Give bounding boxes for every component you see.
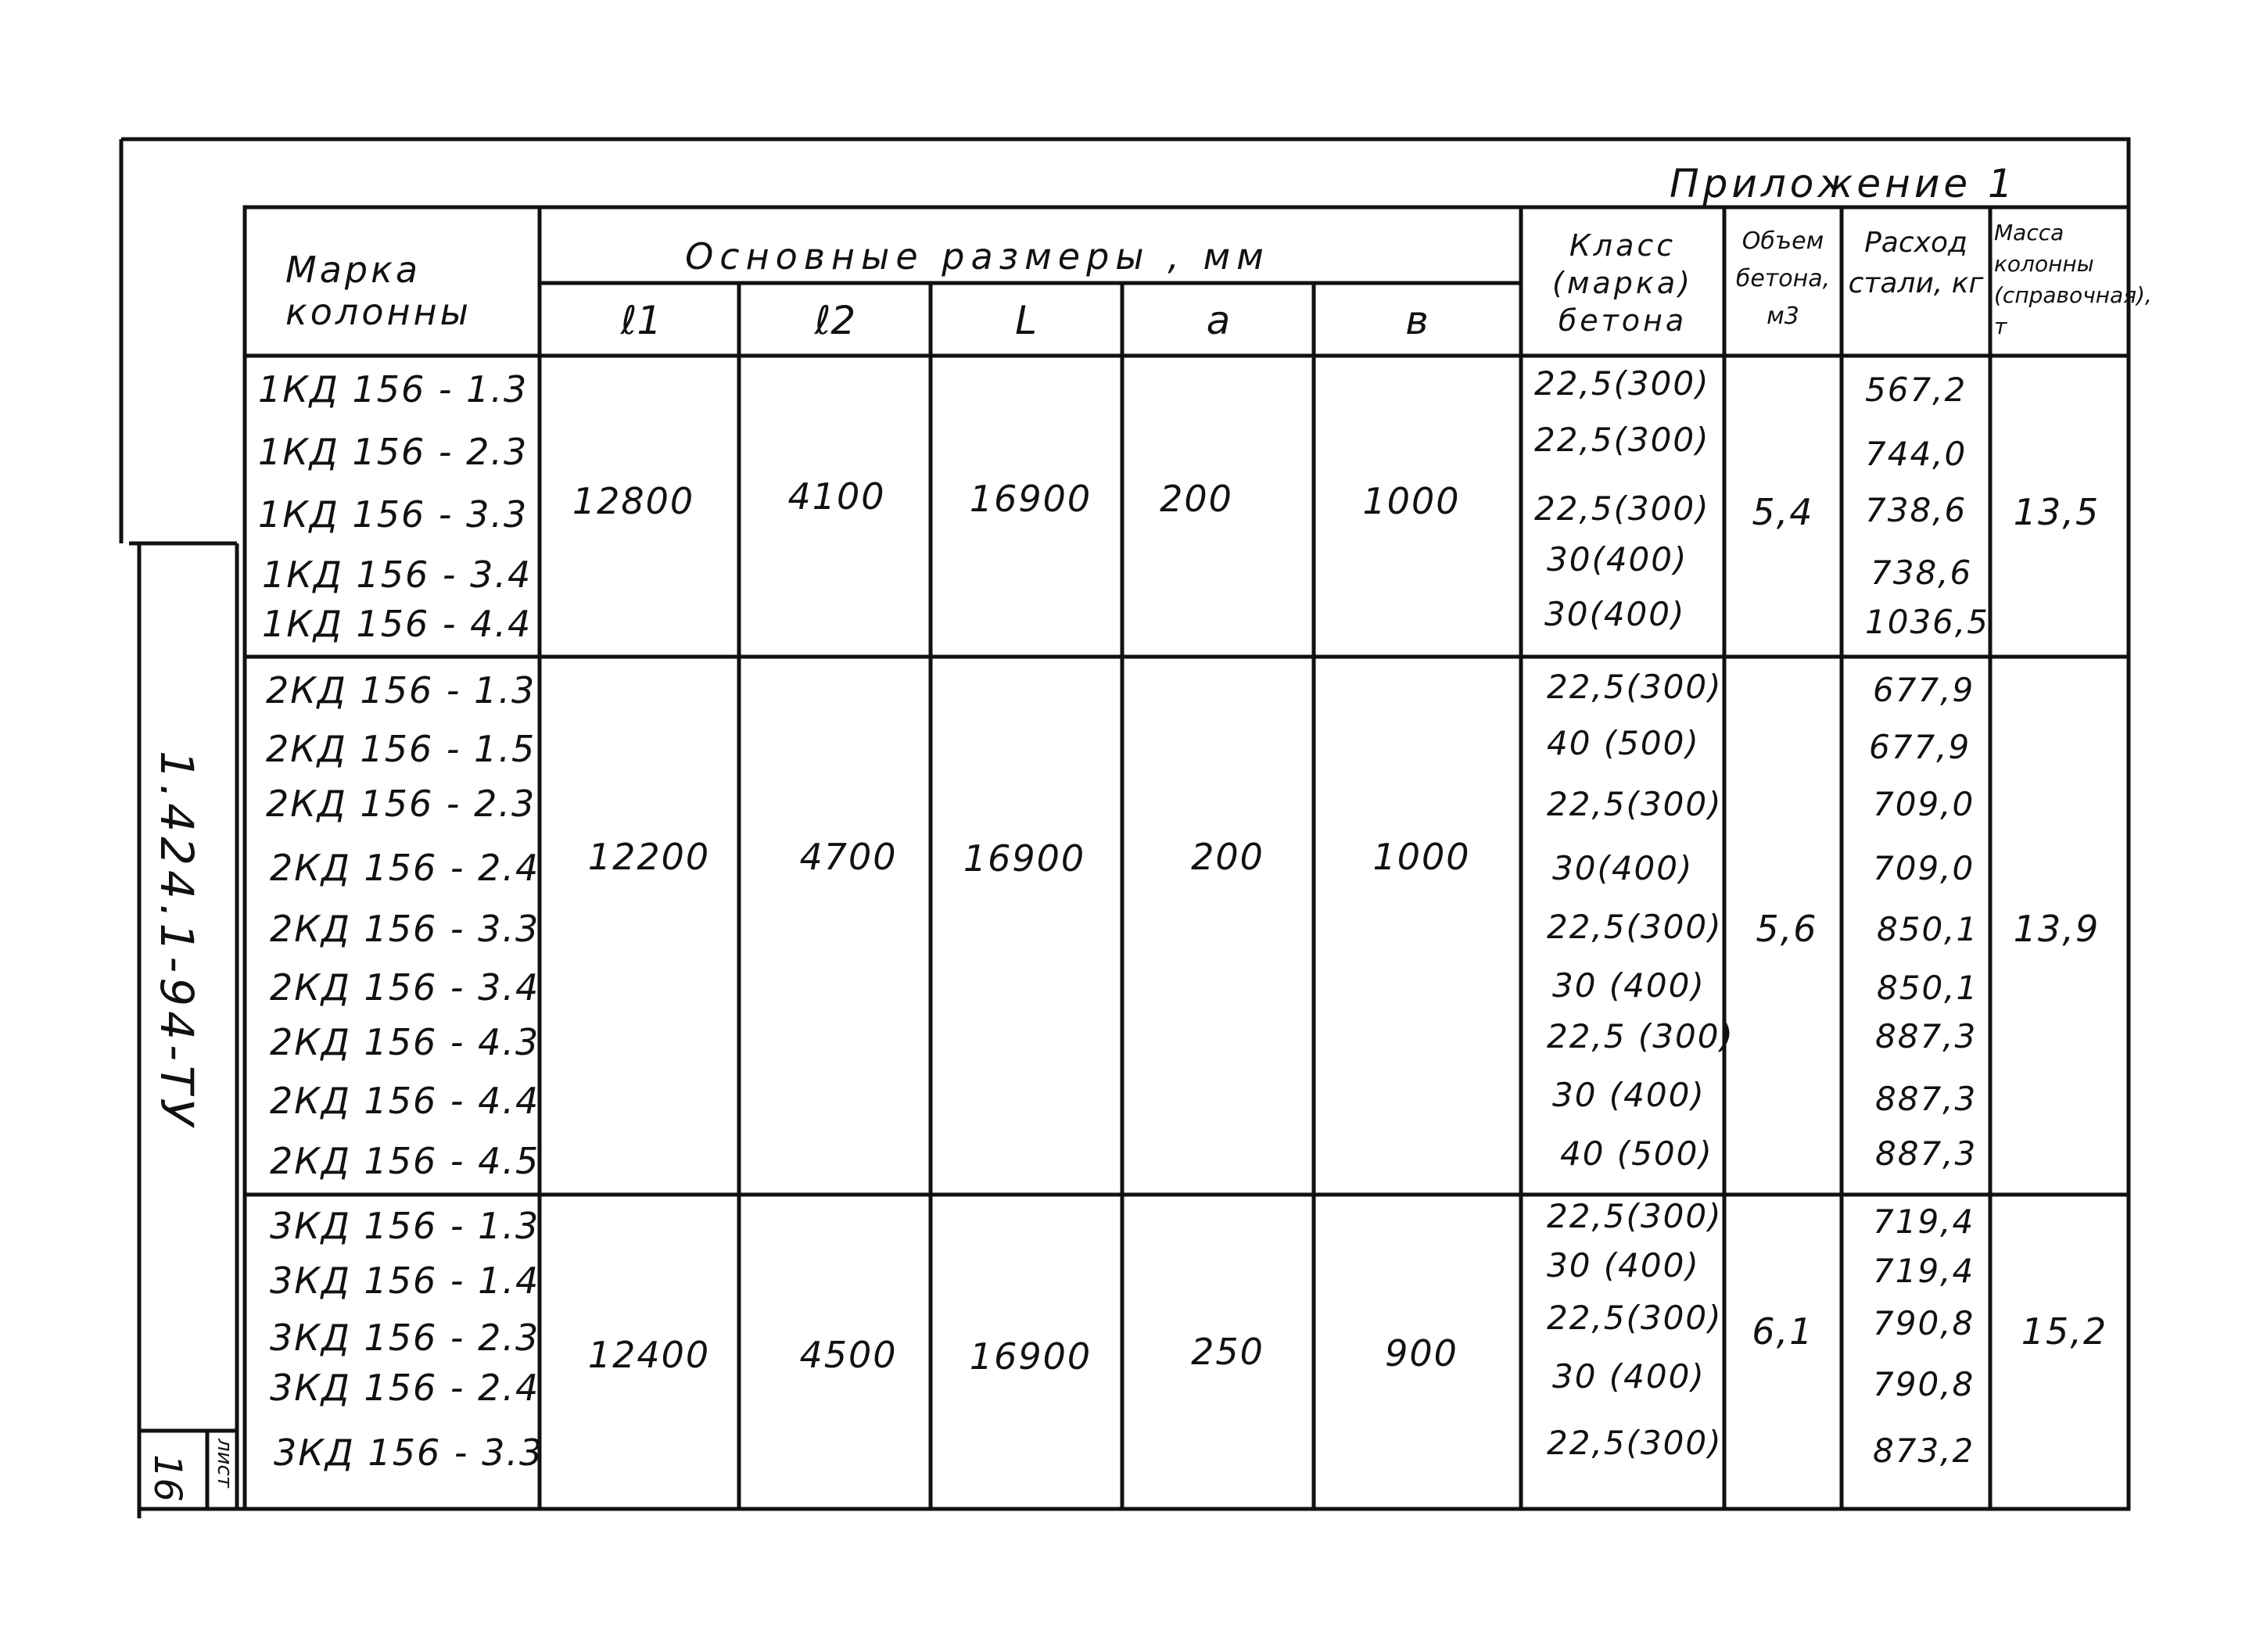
cell-mark: 2КД 156 - 2.4	[270, 847, 540, 889]
cell-class: 22,5(300)	[1547, 1299, 1723, 1337]
header-L: L	[1015, 298, 1037, 343]
cell-mark: 1КД 156 - 4.4	[262, 603, 533, 645]
cell-L: 16900	[969, 1335, 1092, 1378]
cell-mark: 2КД 156 - 1.3	[266, 669, 536, 711]
cell-mark: 2КД 156 - 3.4	[270, 966, 540, 1009]
header-steel: Расход стали, кг	[1848, 227, 1984, 299]
header-a: a	[1206, 298, 1231, 343]
cell-class: 22,5(300)	[1534, 364, 1710, 403]
cell-mark: 1КД 156 - 2.3	[258, 431, 529, 473]
cell-class: 22,5(300)	[1547, 1424, 1723, 1462]
cell-class: 30(400)	[1547, 540, 1688, 579]
cell-L: 16900	[969, 478, 1092, 520]
cell-steel: 719,4	[1873, 1202, 1975, 1241]
cell-a: 250	[1191, 1331, 1264, 1373]
cell-steel: 709,0	[1873, 849, 1975, 887]
cell-class: 30 (400)	[1552, 1076, 1706, 1114]
cell-class: 30(400)	[1544, 595, 1686, 633]
cell-class: 30 (400)	[1552, 966, 1706, 1005]
cell-class: 22,5(300)	[1547, 785, 1723, 823]
cell-l1: 12400	[587, 1334, 711, 1376]
sheet-label: лист	[213, 1439, 236, 1488]
cell-class: 40 (500)	[1547, 724, 1700, 762]
document-code: 1.424.1-94-ТУ	[150, 751, 203, 1131]
cell-l1: 12800	[572, 480, 695, 522]
cell-mark: 3КД 156 - 2.3	[270, 1317, 540, 1359]
cell-volume: 6,1	[1752, 1310, 1814, 1353]
cell-steel: 677,9	[1873, 671, 1975, 709]
cell-class: 30 (400)	[1547, 1246, 1700, 1285]
cell-mark: 2КД 156 - 3.3	[270, 908, 540, 950]
cell-mass: 15,2	[2021, 1310, 2108, 1353]
cell-steel: 719,4	[1873, 1252, 1975, 1290]
cell-mass: 13,9	[2013, 908, 2100, 950]
cell-steel: 709,0	[1873, 785, 1975, 823]
header-dims-group: Основные размеры , мм	[685, 235, 1270, 278]
cell-class: 22,5(300)	[1547, 668, 1723, 706]
cell-mark: 3КД 156 - 1.4	[270, 1260, 540, 1302]
cell-mark: 3КД 156 - 1.3	[270, 1205, 540, 1247]
cell-steel: 873,2	[1873, 1432, 1975, 1470]
cell-volume: 5,4	[1752, 491, 1814, 533]
header-mass: Масса колонны (справочная), т	[1994, 220, 2152, 339]
cell-b: 1000	[1372, 836, 1471, 878]
cell-mark: 2КД 156 - 4.4	[270, 1080, 540, 1122]
cell-steel: 790,8	[1873, 1304, 1975, 1342]
cell-steel: 850,1	[1877, 969, 1979, 1007]
cell-class: 22,5(300)	[1547, 908, 1723, 946]
cell-mark: 3КД 156 - 2.4	[270, 1367, 540, 1409]
cell-a: 200	[1191, 836, 1264, 878]
cell-mark: 1КД 156 - 1.3	[258, 368, 529, 410]
header-l2: ℓ2	[814, 298, 856, 343]
cell-mass: 13,5	[2013, 491, 2100, 533]
cell-steel: 887,3	[1875, 1080, 1978, 1118]
cell-steel: 887,3	[1875, 1134, 1978, 1173]
cell-b: 900	[1385, 1332, 1458, 1374]
cell-mark: 2КД 156 - 1.5	[266, 728, 536, 770]
cell-mark: 2КД 156 - 4.5	[270, 1140, 540, 1182]
cell-class: 30 (400)	[1552, 1357, 1706, 1396]
cell-steel: 1036,5	[1865, 603, 1989, 641]
cell-class: 22,5(300)	[1534, 489, 1710, 528]
cell-b: 1000	[1362, 480, 1461, 522]
cell-mark: 1КД 156 - 3.3	[258, 493, 529, 536]
cell-class: 40 (500)	[1560, 1134, 1713, 1173]
header-volume: Объем бетона, м3	[1735, 228, 1831, 330]
cell-volume: 5,6	[1756, 908, 1818, 950]
header-b: в	[1405, 298, 1429, 343]
cell-l2: 4500	[799, 1334, 898, 1376]
cell-L: 16900	[963, 837, 1086, 880]
header-l1: ℓ1	[620, 298, 662, 343]
cell-mark: 2КД 156 - 2.3	[266, 783, 536, 825]
cell-steel: 887,3	[1875, 1017, 1978, 1055]
cell-class: 22,5(300)	[1547, 1197, 1723, 1235]
cell-l2: 4700	[799, 836, 898, 878]
cell-steel: 738,6	[1871, 554, 1973, 592]
cell-class: 30(400)	[1552, 849, 1694, 887]
cell-mark: 1КД 156 - 3.4	[262, 554, 533, 596]
header-class: Класс (марка) бетона	[1552, 228, 1693, 338]
sheet-number: 16	[145, 1454, 189, 1503]
cell-class: 22,5(300)	[1534, 421, 1710, 459]
cell-steel: 738,6	[1865, 491, 1967, 529]
cell-l1: 12200	[587, 836, 711, 878]
header-mark: Марка колонны	[285, 249, 472, 333]
cell-mark: 2КД 156 - 4.3	[270, 1021, 540, 1063]
cell-a: 200	[1160, 478, 1233, 520]
cell-steel: 850,1	[1877, 910, 1979, 948]
cell-l2: 4100	[787, 475, 886, 518]
cell-steel: 677,9	[1869, 728, 1971, 766]
cell-mark: 3КД 156 - 3.3	[274, 1432, 544, 1474]
cell-steel: 744,0	[1865, 435, 1967, 473]
appendix-title: Приложение 1	[1670, 161, 2017, 206]
cell-class: 22,5 (300)	[1547, 1017, 1734, 1055]
cell-steel: 790,8	[1873, 1365, 1975, 1403]
cell-steel: 567,2	[1865, 371, 1967, 409]
